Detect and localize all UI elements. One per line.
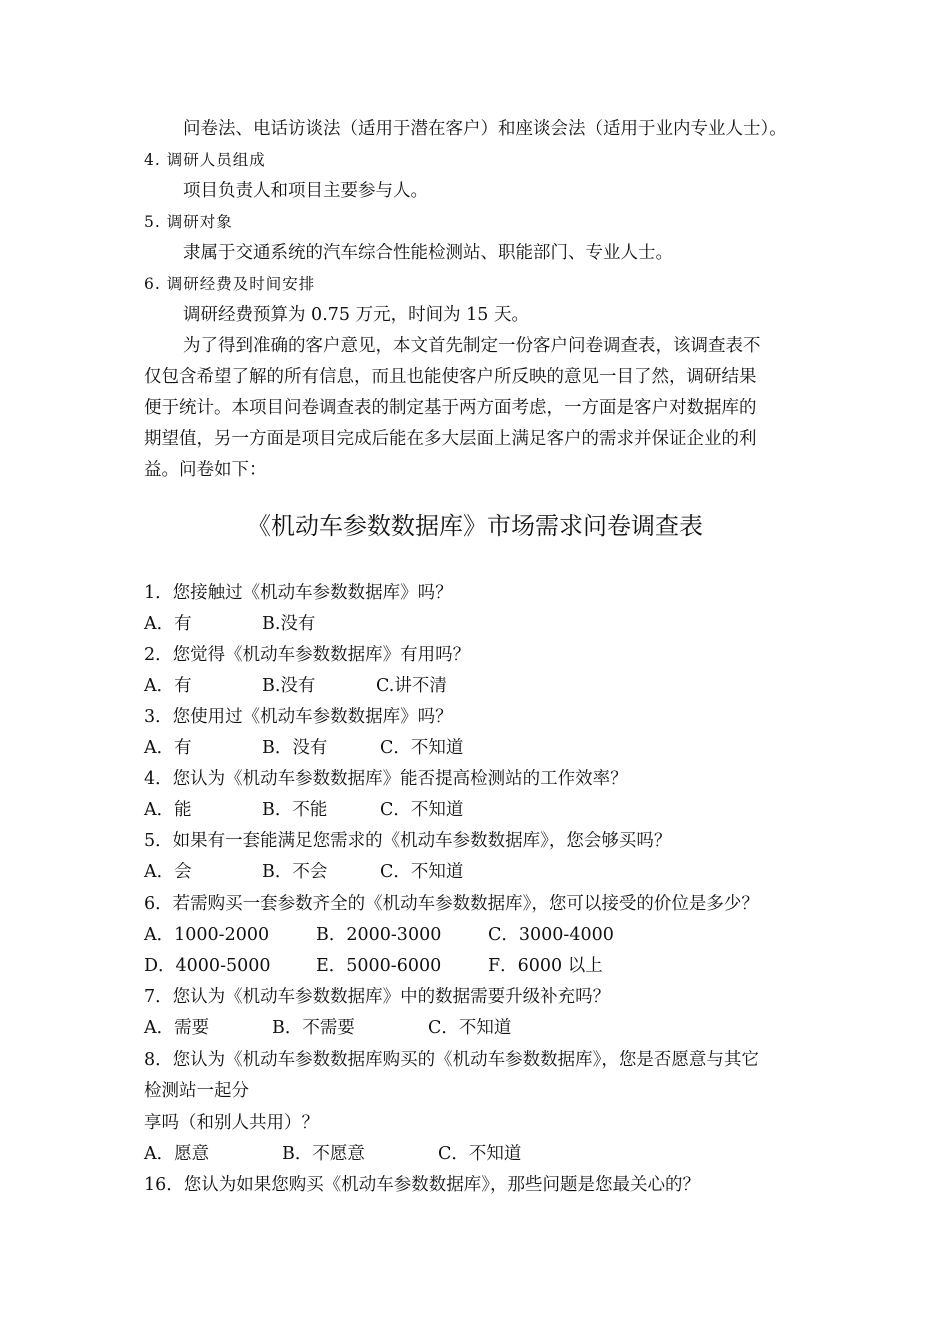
- question-8-continued: 享吗（和别人共用）？: [144, 1113, 319, 1133]
- option-c: C．不知道: [380, 800, 464, 820]
- question-3-options: [144, 733, 814, 764]
- question-1-options: [144, 609, 814, 640]
- option-a: A．能: [144, 800, 192, 820]
- survey-title: 《机动车参数数据库》市场需求问卷调查表: [247, 512, 703, 540]
- question-3: 3．您使用过《机动车参数数据库》吗？: [144, 707, 453, 727]
- subjects-paragraph: 隶属于交通系统的汽车综合性能检测站、职能部门、专业人士。: [183, 243, 673, 263]
- question-8: 8．您认为《机动车参数数据库购买的《机动车参数数据库》，您是否愿意与其它: [144, 1050, 759, 1070]
- body-paragraph-line: 益。问卷如下：: [144, 460, 267, 480]
- body-paragraph-line: 仅包含希望了解的所有信息，而且也能使客户所反映的意见一目了然，调研结果: [144, 367, 757, 387]
- question-6-options-row2: [144, 951, 814, 982]
- question-4-options: [144, 795, 814, 826]
- option-a: A．有: [144, 738, 192, 758]
- option-c: C.讲不清: [376, 676, 447, 696]
- question-7: 7．您认为《机动车参数数据库》中的数据需要升级补充吗？: [144, 987, 611, 1007]
- question-6: 6．若需购买一套参数齐全的《机动车参数数据库》，您可以接受的价位是多少？: [144, 894, 759, 914]
- question-6-options-row1: [144, 920, 814, 951]
- body-paragraph-line: 期望值，另一方面是项目完成后能在多大层面上满足客户的需求并保证企业的利: [144, 429, 757, 449]
- option-a: A．会: [144, 862, 192, 882]
- option-b: B.没有: [262, 614, 316, 634]
- option-a: A．愿意: [144, 1144, 210, 1164]
- section-heading-4: 4. 调研人员组成: [144, 151, 266, 169]
- option-b: B．不需要: [272, 1018, 355, 1038]
- question-5: 5．如果有一套能满足您需求的《机动车参数数据库》，您会够买吗？: [144, 831, 672, 851]
- question-1: 1．您接触过《机动车参数数据库》吗？: [144, 583, 453, 603]
- budget-paragraph: 调研经费预算为 0.75 万元，时间为 15 天。: [183, 305, 529, 325]
- option-c: C．不知道: [428, 1018, 512, 1038]
- question-7-options: [144, 1013, 814, 1044]
- option-b: B．没有: [262, 738, 328, 758]
- question-4: 4．您认为《机动车参数数据库》能否提高检测站的工作效率？: [144, 769, 628, 789]
- team-paragraph: 项目负责人和项目主要参与人。: [183, 181, 428, 201]
- section-heading-5: 5. 调研对象: [144, 213, 233, 231]
- option-b: B．不能: [262, 800, 328, 820]
- question-8-continued: 检测站一起分: [144, 1081, 249, 1101]
- option-d: D．4000-5000: [144, 956, 271, 976]
- option-c: C．不知道: [438, 1144, 522, 1164]
- option-f: F．6000 以上: [488, 956, 603, 976]
- question-2: 2．您觉得《机动车参数数据库》有用吗？: [144, 645, 471, 665]
- question-5-options: [144, 857, 814, 888]
- option-b: B.没有: [262, 676, 316, 696]
- option-e: E．5000-6000: [316, 956, 442, 976]
- question-16: 16．您认为如果您购买《机动车参数数据库》，那些问题是您最关心的？: [144, 1175, 701, 1195]
- methods-paragraph: 问卷法、电话访谈法（适用于潜在客户）和座谈会法（适用于业内专业人士）。: [183, 119, 787, 139]
- option-c: C．不知道: [380, 738, 464, 758]
- body-paragraph-line: 便于统计。本项目问卷调查表的制定基于两方面考虑，一方面是客户对数据库的: [144, 398, 757, 418]
- option-a: A．需要: [144, 1018, 210, 1038]
- option-c: C．3000-4000: [488, 925, 614, 945]
- option-a: A．1000-2000: [144, 925, 270, 945]
- body-paragraph-line: 为了得到准确的客户意见，本文首先制定一份客户问卷调查表，该调查表不: [183, 336, 761, 356]
- option-b: B．2000-3000: [316, 925, 442, 945]
- section-heading-6: 6. 调研经费及时间安排: [144, 275, 316, 293]
- option-a: A．有: [144, 614, 192, 634]
- option-c: C．不知道: [380, 862, 464, 882]
- question-8-options: [144, 1139, 814, 1170]
- option-b: B．不会: [262, 862, 328, 882]
- option-b: B．不愿意: [282, 1144, 365, 1164]
- question-2-options: [144, 671, 814, 702]
- option-a: A．有: [144, 676, 192, 696]
